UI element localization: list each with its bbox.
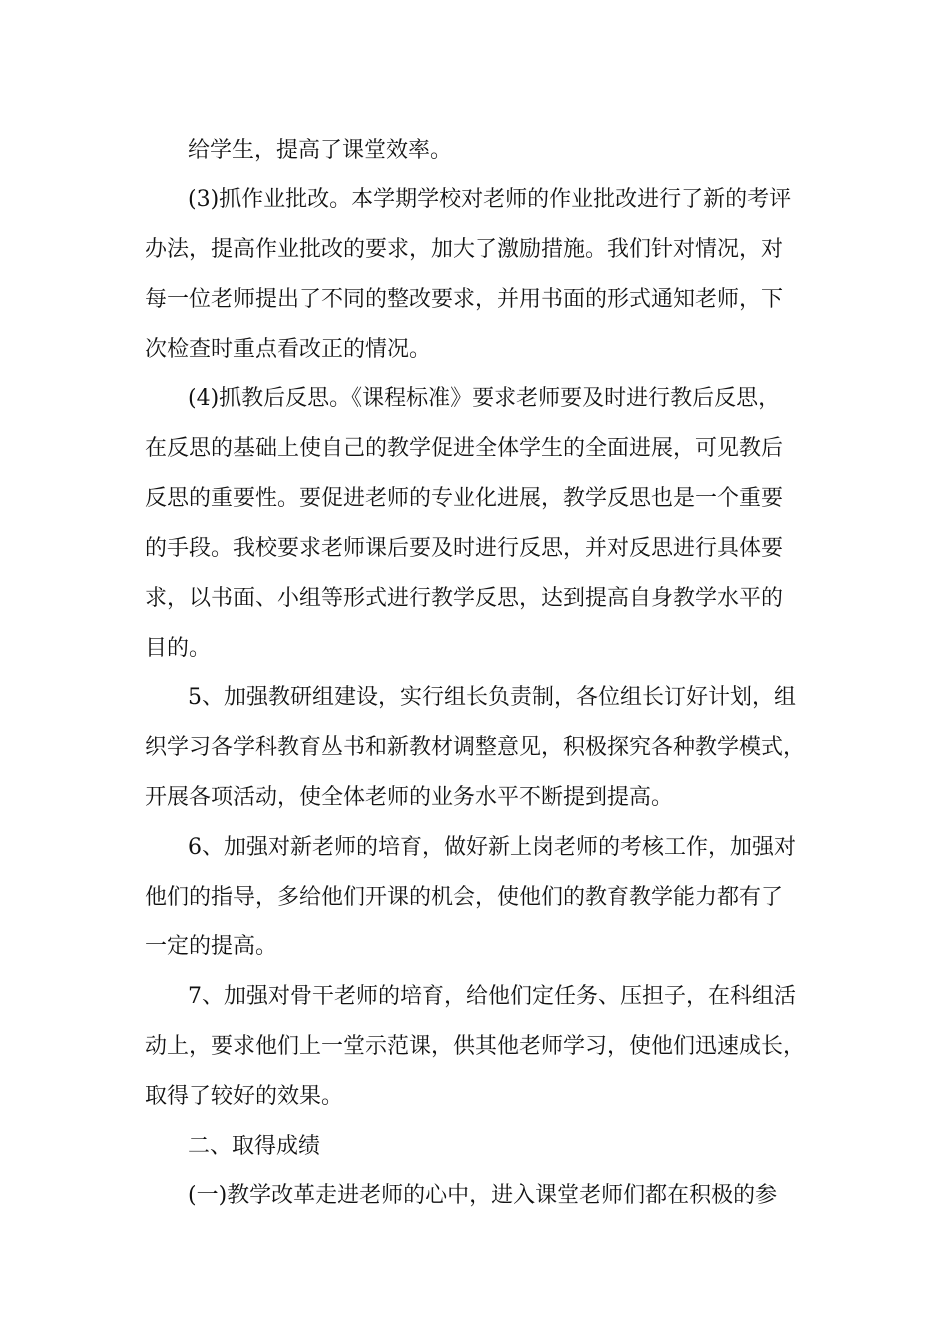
text-line: 开展各项活动，使全体老师的业务水平不断提到提高。: [145, 785, 674, 810]
text-line: 7、加强对骨干老师的培育，给他们定任务、压担子，在科组活: [188, 984, 796, 1009]
text-line: 每一位老师提出了不同的整改要求，并用书面的形式通知老师，下: [145, 287, 784, 312]
text-line: 求，以书面、小组等形式进行教学反思，达到提高自身教学水平的: [145, 586, 784, 611]
text-line: (4)抓教后反思。《课程标准》要求老师要及时进行教后反思，: [188, 386, 781, 411]
text-line: (3)抓作业批改。本学期学校对老师的作业批改进行了新的考评: [188, 187, 792, 212]
text-line: 动上，要求他们上一堂示范课，供其他老师学习，使他们迅速成长，: [145, 1034, 806, 1059]
section-heading: 二、取得成绩: [188, 1134, 321, 1159]
text-line: 5、加强教研组建设，实行组长负责制，各位组长订好计划，组: [188, 685, 796, 710]
text-line: 他们的指导，多给他们开课的机会，使他们的教育教学能力都有了: [145, 885, 784, 910]
text-line: 给学生，提高了课堂效率。: [188, 138, 453, 163]
text-line: 一定的提高。: [145, 934, 278, 959]
text-line: 目的。: [145, 636, 212, 661]
text-line: 在反思的基础上使自己的教学促进全体学生的全面进展，可见教后: [145, 436, 784, 461]
text-line: 取得了较好的效果。: [145, 1084, 344, 1109]
text-line: 6、加强对新老师的培育，做好新上岗老师的考核工作，加强对: [188, 835, 796, 860]
text-line: 办法，提高作业批改的要求，加大了激励措施。我们针对情况，对: [145, 237, 784, 262]
text-line: 次检查时重点看改正的情况。: [145, 337, 432, 362]
text-line: 的手段。我校要求老师课后要及时进行反思，并对反思进行具体要: [145, 536, 784, 561]
text-line: (一)教学改革走进老师的心中，进入课堂老师们都在积极的参: [188, 1183, 778, 1208]
text-line: 反思的重要性。要促进老师的专业化进展，教学反思也是一个重要: [145, 486, 784, 511]
text-line: 织学习各学科教育丛书和新教材调整意见，积极探究各种教学模式，: [145, 735, 806, 760]
